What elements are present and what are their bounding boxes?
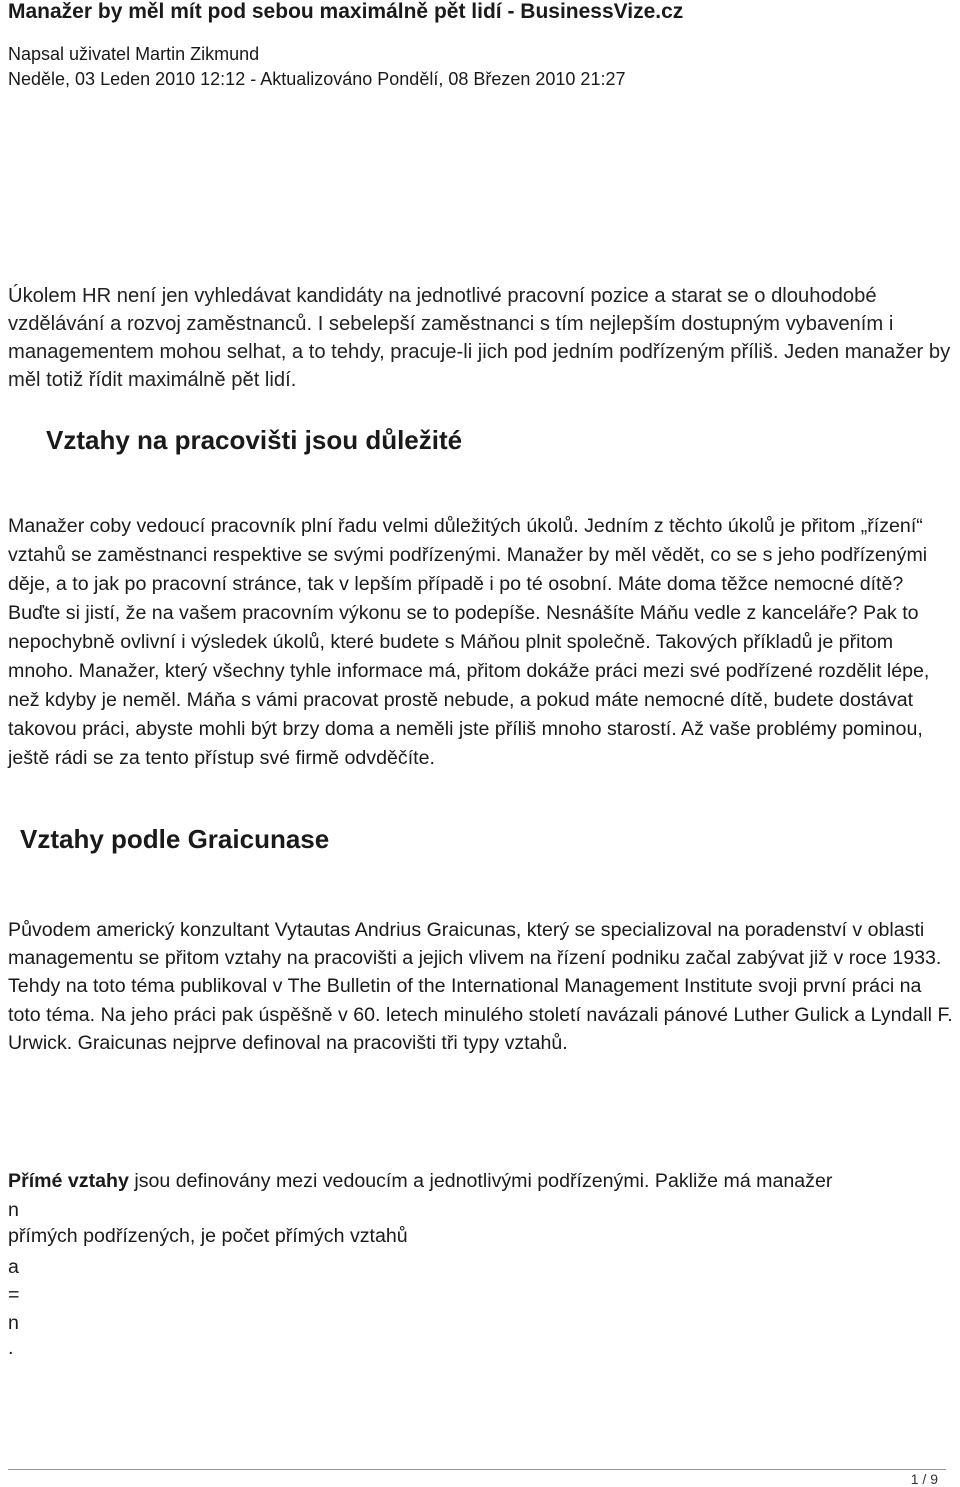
formula-variable-a: a xyxy=(8,1256,19,1278)
formula-variable-n-result: n xyxy=(8,1312,19,1334)
footer-divider xyxy=(8,1469,946,1470)
formula-equals: = xyxy=(8,1284,20,1306)
section-heading-relationships: Vztahy na pracovišti jsou důležité xyxy=(46,425,463,455)
section-paragraph-relationships: Manažer coby vedoucí pracovník plní řadu velmi důležitých úkolů. Jedním z těchto úkolů je přitom „řízení“ vztahů se zaměstnanci respektive se svými podřízenými. Manažer by měl vědět, co se s jeho podřízenými děje, a to jak po pracovní stránce, tak v lepším případě i po té osobní. Máte doma těžce nemocné dítě? Buďte si jistí, že na vašem pracovním výkonu se to podepíše. Nesnášíte Máňu vedle z kanceláře? Pak to nepochybně ovlivní i výsledek úkolů, které budete s Máňou plnit společně. Takových příkladů je přitom mnoho. Manažer, který všechny tyhle informace má, přitom dokáže práci mezi své podřízené rozdělit lépe, než kdyby je neměl. Máňa s vámi pracovat prostě nebude, a pokud máte nemocné dítě, budete dostávat takovou práci, abyste mohli být brzy doma a neměli jste příliš mnoho starostí. Až vaše problémy pominou, ještě rádi se za tento přístup své firmě odvděčíte. xyxy=(8,515,930,769)
page-number: 1 / 9 xyxy=(910,1471,938,1487)
intro-paragraph: Úkolem HR není jen vyhledávat kandidáty na jednotlivé pracovní pozice a starat se o dlouhodobé vzdělávání a rozvoj zaměstnanců. I sebelepší zaměstnanci s tím nejlepším dostupným vybavením i managementem mohou selhat, a to tehdy, pracuje-li jich pod jedním podřízeným příliš. Jeden manažer by měl totiž řídit maximálně pět lidí. xyxy=(8,285,951,391)
formula-period: . xyxy=(8,1337,14,1359)
article-date: Neděle, 03 Leden 2010 12:12 - Aktualizováno Pondělí, 08 Březen 2010 21:27 xyxy=(8,69,626,89)
article-author: Napsal uživatel Martin Zikmund xyxy=(8,44,260,64)
page-title: Manažer by měl mít pod sebou maximálně pět lidí - BusinessVize.cz xyxy=(8,0,684,23)
section-heading-graicunas: Vztahy podle Graicunase xyxy=(20,824,330,854)
direct-relations-paragraph xyxy=(8,1167,956,1195)
direct-relations-term: Přímé vztahy xyxy=(8,1170,129,1192)
formula-variable-n: n xyxy=(8,1199,19,1221)
direct-relations-text: jsou definovány mezi vedoucím a jednotlivými podřízenými. Pakliže má manažer xyxy=(128,1170,833,1192)
section-paragraph-graicunas: Původem americký konzultant Vytautas Andrius Graicunas, který se specializoval na poradenství v oblasti managementu se přitom vztahy na pracovišti a jejich vlivem na řízení podniku začal zabývat již v roce 1933. Tehdy na toto téma publikoval v The Bulletin of the International Management Institute svoji první práci na toto téma. Na jeho práci pak úspěšně v 60. letech minulého století navázali pánové Luther Gulick a Lyndall F. Urwick. Graicunas nejprve definoval na pracovišti tři typy vztahů. xyxy=(8,919,953,1054)
direct-count-text: přímých podřízených, je počet přímých vztahů xyxy=(8,1225,408,1247)
